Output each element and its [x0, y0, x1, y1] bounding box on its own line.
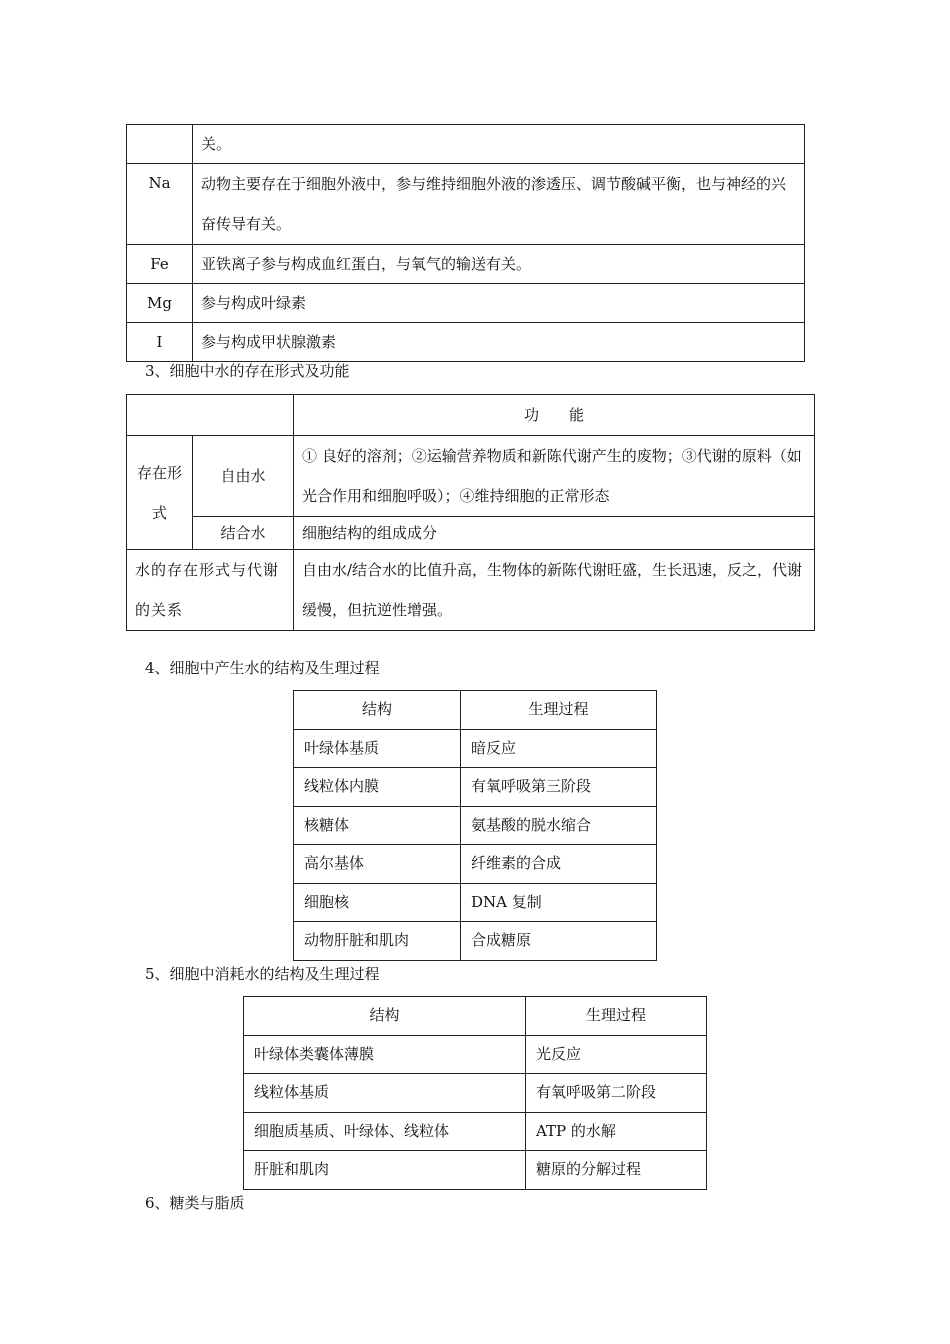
table-row: [294, 729, 657, 768]
function-cell: 参与构成甲状腺激素: [193, 323, 805, 362]
process-cell: 有氧呼吸第二阶段: [526, 1074, 707, 1113]
bound-water-function: 细胞结构的组成成分: [294, 517, 815, 550]
structure-cell: 肝脏和肌肉: [244, 1151, 526, 1190]
structure-cell: 线粒体基质: [244, 1074, 526, 1113]
function-cell: 动物主要存在于细胞外液中，参与维持细胞外液的渗透压、调节酸碱平衡，也与神经的兴奋传导有关。: [193, 164, 805, 245]
section-heading-3: 3、细胞中水的存在形式及功能: [145, 362, 350, 380]
function-cell: 关。: [193, 125, 805, 164]
function-header: 功 能: [294, 395, 815, 436]
table-row: [244, 1035, 707, 1074]
process-cell: 糖原的分解过程: [526, 1151, 707, 1190]
section-heading-5: 5、细胞中消耗水的结构及生理过程: [145, 965, 380, 983]
table-row: [127, 395, 815, 436]
table-row: [294, 768, 657, 807]
table-row: [127, 550, 815, 631]
relation-text: 自由水/结合水的比值升高，生物体的新陈代谢旺盛，生长迅速，反之，代谢缓慢，但抗逆性增强。: [294, 550, 815, 631]
table-row: [127, 517, 815, 550]
table-row: [294, 922, 657, 961]
structure-cell: 高尔基体: [294, 845, 461, 884]
free-water-function: ① 良好的溶剂；②运输营养物质和新陈代谢产生的废物；③代谢的原料（如光合作用和细胞呼吸）；④维持细胞的正常形态: [294, 436, 815, 517]
water-forms-table: [126, 394, 815, 631]
table-row: [127, 436, 815, 517]
structure-cell: 叶绿体基质: [294, 729, 461, 768]
structure-cell: 细胞核: [294, 883, 461, 922]
structure-cell: 叶绿体类囊体薄膜: [244, 1035, 526, 1074]
section-heading-6: 6、糖类与脂质: [145, 1194, 245, 1212]
table-row: [127, 323, 805, 362]
table-row: [294, 806, 657, 845]
table-row: [244, 1151, 707, 1190]
water-producing-table: [293, 690, 657, 961]
table-header-row: [244, 997, 707, 1036]
column-header-process: 生理过程: [461, 691, 657, 730]
bound-water-label: 结合水: [193, 517, 294, 550]
element-cell: Na: [127, 164, 193, 245]
column-header-structure: 结构: [244, 997, 526, 1036]
function-cell: 参与构成叶绿素: [193, 284, 805, 323]
process-cell: 光反应: [526, 1035, 707, 1074]
process-cell: ATP 的水解: [526, 1112, 707, 1151]
group-label: 存在形式: [127, 436, 193, 550]
structure-cell: 核糖体: [294, 806, 461, 845]
element-cell: [127, 125, 193, 164]
process-cell: 有氧呼吸第三阶段: [461, 768, 657, 807]
function-cell: 亚铁离子参与构成血红蛋白，与氧气的输送有关。: [193, 245, 805, 284]
element-cell: Mg: [127, 284, 193, 323]
structure-cell: 细胞质基质、叶绿体、线粒体: [244, 1112, 526, 1151]
mineral-elements-table: [126, 124, 805, 362]
process-cell: 纤维素的合成: [461, 845, 657, 884]
element-cell: Fe: [127, 245, 193, 284]
relation-label: 水的存在形式与代谢的关系: [127, 550, 294, 631]
column-header-process: 生理过程: [526, 997, 707, 1036]
water-consuming-table: [243, 996, 707, 1190]
column-header-structure: 结构: [294, 691, 461, 730]
process-cell: 暗反应: [461, 729, 657, 768]
table-row: [127, 125, 805, 164]
table-row: [127, 245, 805, 284]
process-cell: 合成糖原: [461, 922, 657, 961]
process-cell: DNA 复制: [461, 883, 657, 922]
section-heading-4: 4、细胞中产生水的结构及生理过程: [145, 659, 380, 677]
table-row: [127, 284, 805, 323]
table-row: [294, 883, 657, 922]
structure-cell: 线粒体内膜: [294, 768, 461, 807]
table-header-row: [294, 691, 657, 730]
process-cell: 氨基酸的脱水缩合: [461, 806, 657, 845]
element-cell: I: [127, 323, 193, 362]
structure-cell: 动物肝脏和肌肉: [294, 922, 461, 961]
table-row: [244, 1074, 707, 1113]
table-row: [127, 164, 805, 245]
table-row: [244, 1112, 707, 1151]
table-row: [294, 845, 657, 884]
free-water-label: 自由水: [193, 436, 294, 517]
